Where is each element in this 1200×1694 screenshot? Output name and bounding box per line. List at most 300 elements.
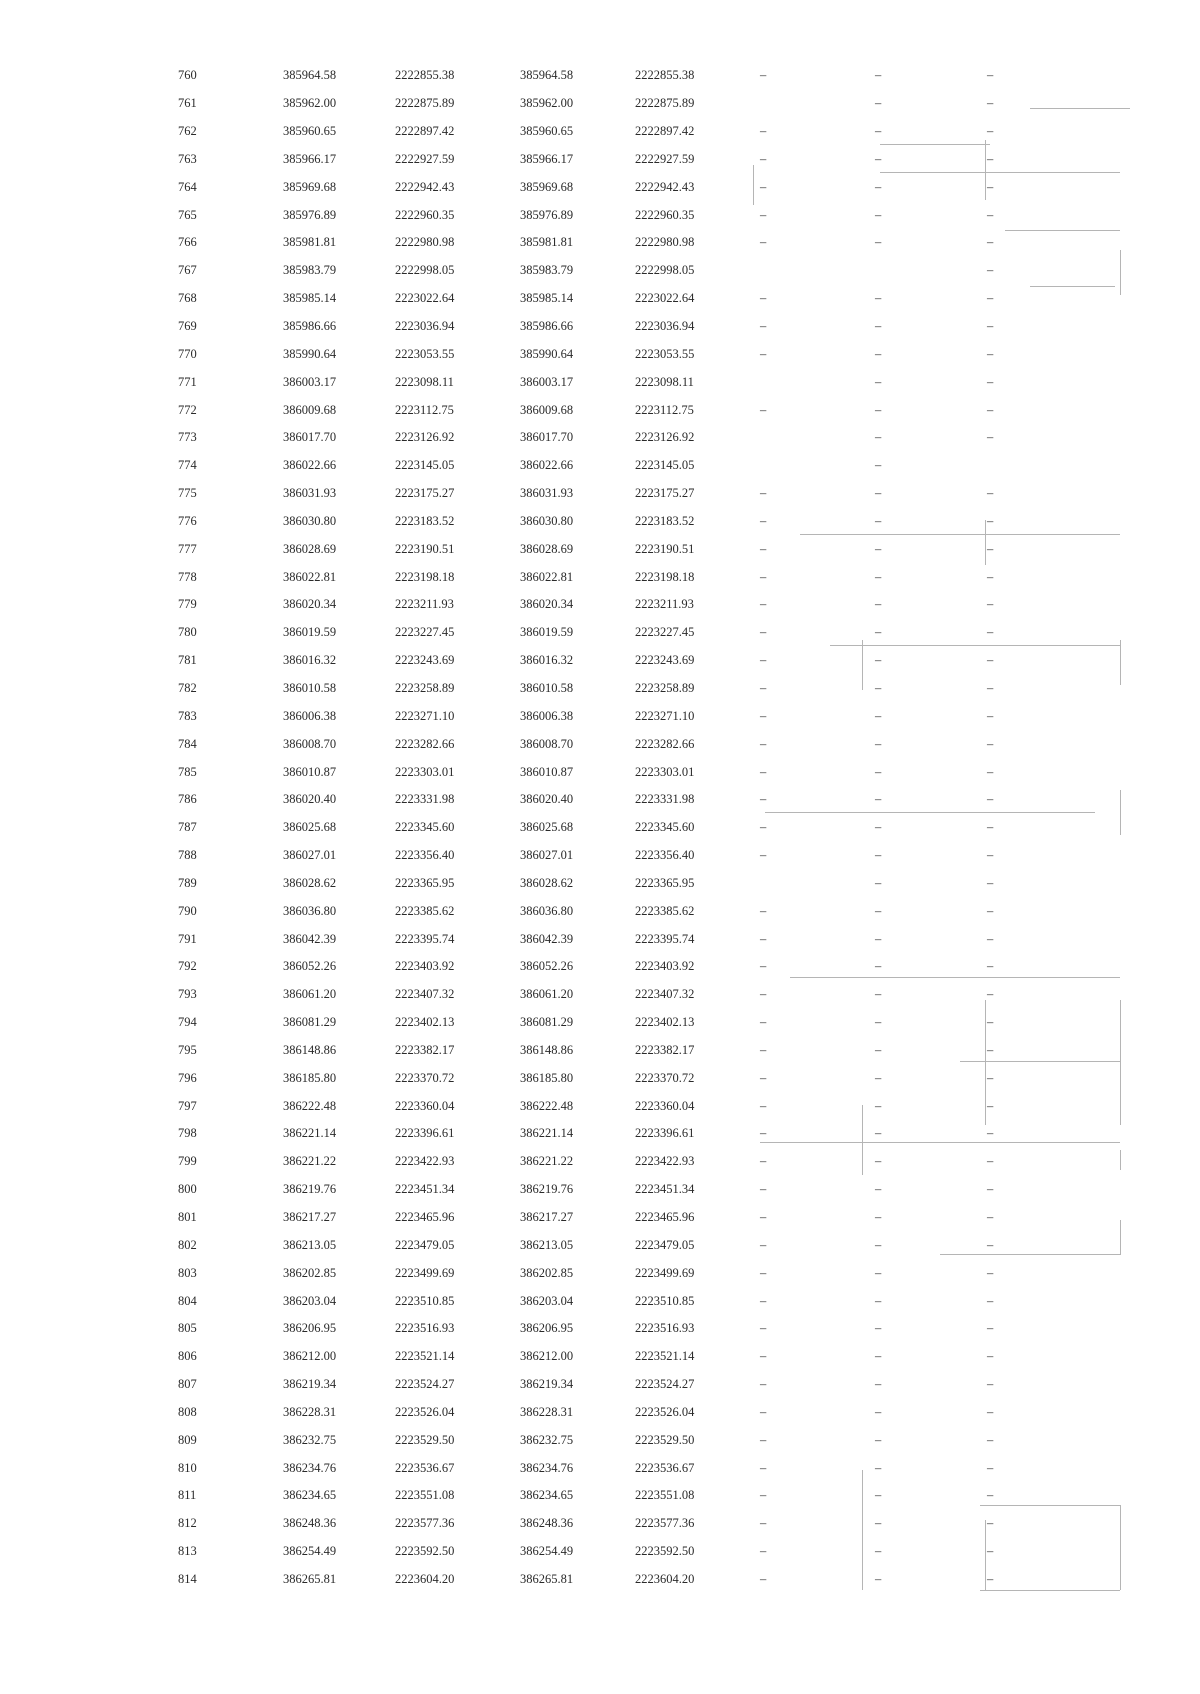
x-coordinate: 386027.01	[283, 848, 337, 863]
y-coordinate: 2223198.18	[395, 569, 455, 584]
y-coordinate: 2223190.51	[395, 541, 455, 556]
y-coordinate: 2223465.96	[395, 1210, 455, 1225]
y-coordinate: 2223331.98	[395, 792, 455, 807]
y-coordinate-repeat: 2223402.13	[635, 1015, 695, 1030]
x-coordinate: 385964.58	[283, 68, 337, 83]
dash-cell: –	[760, 625, 767, 640]
x-coordinate: 386203.04	[283, 1293, 337, 1308]
y-coordinate: 2223365.95	[395, 875, 455, 890]
x-coordinate-repeat: 385981.81	[520, 235, 574, 250]
dash-cell: –	[987, 792, 994, 807]
dash-cell: –	[987, 291, 994, 306]
y-coordinate-repeat: 2223516.93	[635, 1321, 695, 1336]
dash-cell	[760, 368, 875, 396]
x-coordinate: 386022.81	[283, 569, 337, 584]
x-coordinate-repeat: 385985.14	[520, 291, 574, 306]
dash-cell	[760, 452, 875, 480]
table-row	[140, 508, 1097, 536]
x-coordinate-repeat: 386254.49	[520, 1544, 574, 1559]
dash-cell	[760, 869, 875, 897]
dash-cell: –	[987, 680, 994, 695]
dash-cell: –	[987, 513, 994, 528]
table-row	[140, 1399, 1097, 1427]
dash-cell: –	[987, 597, 994, 612]
table-row	[140, 396, 1097, 424]
point-number: 804	[178, 1293, 197, 1308]
point-number: 770	[178, 346, 197, 361]
y-coordinate-repeat: 2223385.62	[635, 903, 695, 918]
dash-cell: –	[875, 764, 882, 779]
y-coordinate-repeat: 2223370.72	[635, 1070, 695, 1085]
point-number: 789	[178, 875, 197, 890]
x-coordinate: 386234.65	[283, 1488, 337, 1503]
point-number: 803	[178, 1265, 197, 1280]
dash-cell: –	[760, 1265, 767, 1280]
y-coordinate-repeat: 2223499.69	[635, 1265, 695, 1280]
y-coordinate: 2223227.45	[395, 625, 455, 640]
table-row	[140, 1510, 1097, 1538]
x-coordinate-repeat: 386028.69	[520, 541, 574, 556]
dash-cell: –	[987, 1293, 994, 1308]
y-coordinate: 2223382.17	[395, 1042, 455, 1057]
point-number: 800	[178, 1182, 197, 1197]
x-coordinate-repeat: 386222.48	[520, 1098, 574, 1113]
x-coordinate: 386228.31	[283, 1404, 337, 1419]
dash-cell: –	[760, 291, 767, 306]
x-coordinate: 385976.89	[283, 207, 337, 222]
x-coordinate: 386148.86	[283, 1042, 337, 1057]
y-coordinate-repeat: 2222875.89	[635, 96, 695, 111]
x-coordinate: 386265.81	[283, 1571, 337, 1586]
x-coordinate: 386206.95	[283, 1321, 337, 1336]
x-coordinate-repeat: 386022.81	[520, 569, 574, 584]
dash-cell: –	[987, 903, 994, 918]
dash-cell: –	[987, 625, 994, 640]
x-coordinate-repeat: 386206.95	[520, 1321, 574, 1336]
y-coordinate-repeat: 2222942.43	[635, 179, 695, 194]
dash-cell: –	[875, 235, 882, 250]
x-coordinate: 386006.38	[283, 708, 337, 723]
y-coordinate-repeat: 2223510.85	[635, 1293, 695, 1308]
x-coordinate-repeat: 386036.80	[520, 903, 574, 918]
x-coordinate: 385981.81	[283, 235, 337, 250]
y-coordinate-repeat: 2223604.20	[635, 1571, 695, 1586]
x-coordinate-repeat: 386027.01	[520, 848, 574, 863]
dash-cell: –	[987, 653, 994, 668]
dash-cell: –	[760, 124, 767, 139]
y-coordinate: 2223451.34	[395, 1182, 455, 1197]
dash-cell: –	[760, 1154, 767, 1169]
table-row	[140, 452, 1097, 480]
dash-cell: –	[987, 374, 994, 389]
dash-cell: –	[987, 1210, 994, 1225]
y-coordinate-repeat: 2223422.93	[635, 1154, 695, 1169]
table-row	[140, 981, 1097, 1009]
x-coordinate: 385969.68	[283, 179, 337, 194]
y-coordinate: 2223183.52	[395, 513, 455, 528]
dash-cell: –	[987, 1042, 994, 1057]
table-row	[140, 1371, 1097, 1399]
point-number: 798	[178, 1126, 197, 1141]
point-number: 784	[178, 736, 197, 751]
dash-cell: –	[760, 179, 767, 194]
table-row	[140, 647, 1097, 675]
dash-cell: –	[987, 541, 994, 556]
table-row	[140, 730, 1097, 758]
point-number: 760	[178, 68, 197, 83]
y-coordinate-repeat: 2223112.75	[635, 402, 694, 417]
x-coordinate: 385960.65	[283, 124, 337, 139]
y-coordinate: 2223402.13	[395, 1015, 455, 1030]
y-coordinate: 2223243.69	[395, 653, 455, 668]
x-coordinate-repeat: 386185.80	[520, 1070, 574, 1085]
y-coordinate-repeat: 2222998.05	[635, 263, 695, 278]
point-number: 771	[178, 374, 197, 389]
dash-cell: –	[875, 1488, 882, 1503]
y-coordinate-repeat: 2223365.95	[635, 875, 695, 890]
dash-cell: –	[875, 625, 882, 640]
y-coordinate: 2223526.04	[395, 1404, 455, 1419]
x-coordinate-repeat: 385986.66	[520, 319, 574, 334]
dash-cell: –	[875, 987, 882, 1002]
x-coordinate: 386219.34	[283, 1377, 337, 1392]
dash-cell: –	[875, 1516, 882, 1531]
x-coordinate: 385962.00	[283, 96, 337, 111]
x-coordinate-repeat: 386025.68	[520, 820, 574, 835]
dash-cell: –	[760, 68, 767, 83]
x-coordinate: 386042.39	[283, 931, 337, 946]
dash-cell: –	[875, 959, 882, 974]
y-coordinate-repeat: 2223479.05	[635, 1237, 695, 1252]
y-coordinate: 2223510.85	[395, 1293, 455, 1308]
dash-cell: –	[760, 1126, 767, 1141]
dash-cell: –	[875, 96, 882, 111]
dash-cell: –	[875, 1571, 882, 1586]
y-coordinate: 2223407.32	[395, 987, 455, 1002]
y-coordinate: 2222998.05	[395, 263, 455, 278]
y-coordinate-repeat: 2223190.51	[635, 541, 695, 556]
dash-cell	[760, 90, 875, 118]
dash-cell: –	[875, 1070, 882, 1085]
y-coordinate: 2222980.98	[395, 235, 455, 250]
x-coordinate: 386010.87	[283, 764, 337, 779]
point-number: 762	[178, 124, 197, 139]
y-coordinate-repeat: 2223145.05	[635, 458, 695, 473]
dash-cell: –	[987, 1544, 994, 1559]
x-coordinate-repeat: 386020.34	[520, 597, 574, 612]
y-coordinate-repeat: 2223551.08	[635, 1488, 695, 1503]
dash-cell: –	[875, 1182, 882, 1197]
x-coordinate: 386036.80	[283, 903, 337, 918]
point-number: 807	[178, 1377, 197, 1392]
y-coordinate-repeat: 2223271.10	[635, 708, 695, 723]
x-coordinate-repeat: 386212.00	[520, 1349, 574, 1364]
point-number: 806	[178, 1349, 197, 1364]
table-row	[140, 1148, 1097, 1176]
point-number: 783	[178, 708, 197, 723]
x-coordinate-repeat: 386081.29	[520, 1015, 574, 1030]
dash-cell: –	[987, 1265, 994, 1280]
table-row	[140, 814, 1097, 842]
dash-cell: –	[875, 1154, 882, 1169]
x-coordinate: 386031.93	[283, 486, 337, 501]
x-coordinate-repeat: 386008.70	[520, 736, 574, 751]
y-coordinate: 2223499.69	[395, 1265, 455, 1280]
point-number: 813	[178, 1544, 197, 1559]
table-row	[140, 285, 1097, 313]
x-coordinate-repeat: 386010.87	[520, 764, 574, 779]
dash-cell: –	[875, 458, 882, 473]
dash-cell: –	[875, 1015, 882, 1030]
x-coordinate: 386254.49	[283, 1544, 337, 1559]
x-coordinate: 385990.64	[283, 346, 337, 361]
point-number: 792	[178, 959, 197, 974]
x-coordinate-repeat: 386219.76	[520, 1182, 574, 1197]
table-row	[140, 897, 1097, 925]
dash-cell: –	[875, 346, 882, 361]
x-coordinate-repeat: 385969.68	[520, 179, 574, 194]
x-coordinate: 386017.70	[283, 430, 337, 445]
dash-cell: –	[987, 1321, 994, 1336]
dash-cell: –	[760, 792, 767, 807]
y-coordinate: 2223345.60	[395, 820, 455, 835]
x-coordinate: 386061.20	[283, 987, 337, 1002]
dash-cell: –	[987, 1460, 994, 1475]
dash-cell: –	[987, 1571, 994, 1586]
x-coordinate: 386030.80	[283, 513, 337, 528]
y-coordinate-repeat: 2223258.89	[635, 680, 695, 695]
y-coordinate: 2223356.40	[395, 848, 455, 863]
table-row	[140, 702, 1097, 730]
dash-cell: –	[875, 1460, 882, 1475]
point-number: 790	[178, 903, 197, 918]
x-coordinate-repeat: 385962.00	[520, 96, 574, 111]
y-coordinate-repeat: 2223465.96	[635, 1210, 695, 1225]
y-coordinate: 2222855.38	[395, 68, 455, 83]
table-row	[140, 925, 1097, 953]
dash-cell: –	[875, 430, 882, 445]
x-coordinate-repeat: 385960.65	[520, 124, 574, 139]
dash-cell: –	[987, 1015, 994, 1030]
dash-cell: –	[875, 207, 882, 222]
dash-cell: –	[875, 1432, 882, 1447]
dash-cell: –	[875, 680, 882, 695]
dash-cell: –	[760, 931, 767, 946]
x-coordinate-repeat: 385983.79	[520, 263, 574, 278]
y-coordinate-repeat: 2222960.35	[635, 207, 695, 222]
y-coordinate-repeat: 2223303.01	[635, 764, 695, 779]
x-coordinate-repeat: 386234.65	[520, 1488, 574, 1503]
dash-cell: –	[760, 541, 767, 556]
dash-cell: –	[875, 1098, 882, 1113]
x-coordinate-repeat: 385966.17	[520, 151, 574, 166]
x-coordinate-repeat: 386022.66	[520, 458, 574, 473]
table-row	[140, 1343, 1097, 1371]
coordinate-table-body	[140, 62, 1097, 1593]
dash-cell: –	[987, 959, 994, 974]
y-coordinate: 2222875.89	[395, 96, 455, 111]
x-coordinate-repeat: 386003.17	[520, 374, 574, 389]
dash-cell: –	[987, 179, 994, 194]
dash-cell: –	[875, 1349, 882, 1364]
x-coordinate: 386025.68	[283, 820, 337, 835]
table-row	[140, 535, 1097, 563]
x-coordinate: 386248.36	[283, 1516, 337, 1531]
dash-cell: –	[875, 1237, 882, 1252]
point-number: 768	[178, 291, 197, 306]
y-coordinate-repeat: 2222980.98	[635, 235, 695, 250]
x-coordinate-repeat: 386010.58	[520, 680, 574, 695]
dash-cell: –	[760, 402, 767, 417]
dash-cell: –	[987, 764, 994, 779]
y-coordinate: 2223282.66	[395, 736, 455, 751]
y-coordinate-repeat: 2223529.50	[635, 1432, 695, 1447]
table-row	[140, 340, 1097, 368]
table-row	[140, 1120, 1097, 1148]
dash-cell: –	[875, 1293, 882, 1308]
point-number: 774	[178, 458, 197, 473]
y-coordinate: 2223536.67	[395, 1460, 455, 1475]
dash-cell: –	[760, 959, 767, 974]
x-coordinate: 386028.69	[283, 541, 337, 556]
point-number: 765	[178, 207, 197, 222]
dash-cell: –	[760, 207, 767, 222]
dash-cell: –	[760, 1432, 767, 1447]
y-coordinate-repeat: 2223524.27	[635, 1377, 695, 1392]
point-number: 775	[178, 486, 197, 501]
dash-cell: –	[987, 402, 994, 417]
dash-cell: –	[760, 653, 767, 668]
point-number: 761	[178, 96, 197, 111]
dash-cell: –	[760, 1544, 767, 1559]
x-coordinate-repeat: 386030.80	[520, 513, 574, 528]
table-row	[140, 786, 1097, 814]
dash-cell: –	[875, 1404, 882, 1419]
x-coordinate: 386081.29	[283, 1015, 337, 1030]
x-coordinate-repeat: 386219.34	[520, 1377, 574, 1392]
y-coordinate: 2222960.35	[395, 207, 455, 222]
dash-cell: –	[987, 1488, 994, 1503]
dash-cell: –	[987, 319, 994, 334]
point-number: 766	[178, 235, 197, 250]
dash-cell: –	[987, 346, 994, 361]
dash-cell: –	[987, 96, 994, 111]
point-number: 811	[178, 1488, 197, 1503]
y-coordinate-repeat: 2223126.92	[635, 430, 695, 445]
y-coordinate-repeat: 2223345.60	[635, 820, 695, 835]
dash-cell: –	[875, 402, 882, 417]
table-row	[140, 842, 1097, 870]
x-coordinate-repeat: 386028.62	[520, 875, 574, 890]
table-row	[140, 1092, 1097, 1120]
x-coordinate: 385986.66	[283, 319, 337, 334]
x-coordinate: 386234.76	[283, 1460, 337, 1475]
x-coordinate: 385983.79	[283, 263, 337, 278]
table-row	[140, 1064, 1097, 1092]
y-coordinate-repeat: 2223403.92	[635, 959, 695, 974]
x-coordinate-repeat: 386016.32	[520, 653, 574, 668]
x-coordinate: 386020.34	[283, 597, 337, 612]
point-number: 779	[178, 597, 197, 612]
x-coordinate-repeat: 385990.64	[520, 346, 574, 361]
dash-cell: –	[987, 848, 994, 863]
dash-cell: –	[875, 820, 882, 835]
x-coordinate-repeat: 386061.20	[520, 987, 574, 1002]
y-coordinate-repeat: 2223396.61	[635, 1126, 695, 1141]
y-coordinate-repeat: 2223382.17	[635, 1042, 695, 1057]
x-coordinate-repeat: 386148.86	[520, 1042, 574, 1057]
y-coordinate: 2223112.75	[395, 402, 454, 417]
dash-cell: –	[760, 987, 767, 1002]
dash-cell: –	[760, 1210, 767, 1225]
table-row	[140, 675, 1097, 703]
dash-cell: –	[875, 931, 882, 946]
table-row	[140, 368, 1097, 396]
x-coordinate-repeat: 386020.40	[520, 792, 574, 807]
y-coordinate-repeat: 2223395.74	[635, 931, 695, 946]
dash-cell: –	[760, 736, 767, 751]
dash-cell: –	[875, 569, 882, 584]
y-coordinate: 2223370.72	[395, 1070, 455, 1085]
y-coordinate-repeat: 2223175.27	[635, 486, 695, 501]
table-row	[140, 201, 1097, 229]
point-number: 772	[178, 402, 197, 417]
table-row	[140, 1482, 1097, 1510]
dash-cell: –	[760, 1182, 767, 1197]
y-coordinate-repeat: 2223592.50	[635, 1544, 695, 1559]
dash-cell: –	[987, 1237, 994, 1252]
table-row	[140, 1204, 1097, 1232]
dash-cell: –	[987, 151, 994, 166]
point-number: 812	[178, 1516, 197, 1531]
dash-cell: –	[987, 1154, 994, 1169]
y-coordinate: 2222942.43	[395, 179, 455, 194]
dash-cell: –	[987, 708, 994, 723]
y-coordinate-repeat: 2223227.45	[635, 625, 695, 640]
x-coordinate: 386052.26	[283, 959, 337, 974]
y-coordinate-repeat: 2223331.98	[635, 792, 695, 807]
dash-cell: –	[987, 820, 994, 835]
point-number: 788	[178, 848, 197, 863]
table-row	[140, 1538, 1097, 1566]
point-number: 793	[178, 987, 197, 1002]
point-number: 797	[178, 1098, 197, 1113]
point-number: 778	[178, 569, 197, 584]
x-coordinate-repeat: 386203.04	[520, 1293, 574, 1308]
x-coordinate-repeat: 386232.75	[520, 1432, 574, 1447]
point-number: 810	[178, 1460, 197, 1475]
x-coordinate-repeat: 386213.05	[520, 1237, 574, 1252]
dash-cell: –	[987, 1070, 994, 1085]
dash-cell: –	[875, 1042, 882, 1057]
x-coordinate-repeat: 386202.85	[520, 1265, 574, 1280]
table-row	[140, 313, 1097, 341]
dash-cell: –	[987, 1349, 994, 1364]
y-coordinate: 2223479.05	[395, 1237, 455, 1252]
y-coordinate: 2223551.08	[395, 1488, 455, 1503]
y-coordinate-repeat: 2223053.55	[635, 346, 695, 361]
x-coordinate: 386219.76	[283, 1182, 337, 1197]
point-number: 777	[178, 541, 197, 556]
dash-cell: –	[760, 151, 767, 166]
x-coordinate: 386010.58	[283, 680, 337, 695]
y-coordinate: 2223271.10	[395, 708, 455, 723]
point-number: 782	[178, 680, 197, 695]
dash-cell: –	[875, 151, 882, 166]
dash-cell: –	[760, 1488, 767, 1503]
dash-cell: –	[760, 235, 767, 250]
x-coordinate: 386019.59	[283, 625, 337, 640]
